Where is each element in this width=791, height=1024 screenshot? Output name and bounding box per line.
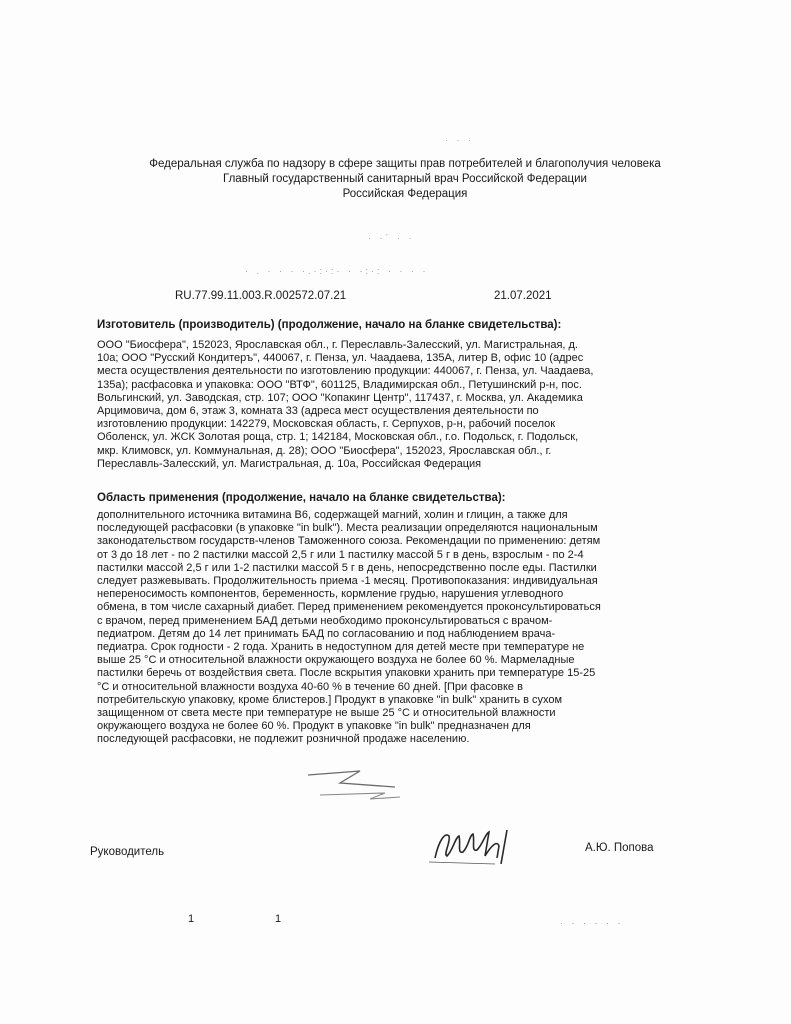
issuer-line-2: Главный государственный санитарный врач Российской Федерации (223, 173, 587, 185)
text-line: пастилки массой 2,5 г или 1-2 пастилки массой 5 г в день, непосредственно после еды. Пастилки (97, 561, 597, 574)
text-line: °С и относительной влажности воздуха 40-60 % в течение 60 дней. [При фасовке в (97, 680, 523, 693)
scan-noise: · . · · · ·.·:·:· · ·:·: · · · · (245, 266, 429, 276)
manufacturer-text (97, 339, 677, 471)
text-line: 135а); расфасовка и упаковка: ООО "ВТФ", 601125, Владимирская обл., Петушинский р-н, пос. (97, 378, 582, 391)
scan-noise: · · · · · · (560, 918, 624, 928)
text-line: Арцимовича, дом 6, этаж 3, комната 33 (адреса мест осуществления деятельности по (97, 405, 539, 418)
text-line: изготовлению продукции: 142279, Московская область, г. Серпухов, р-н, рабочий поселок (97, 418, 556, 431)
scope-text (97, 509, 677, 747)
text-line: следует разжевывать. Продолжительность приема -1 месяц. Противопоказания: индивидуальная (97, 575, 598, 588)
issuer-line-1: Федеральная служба по надзору в сфере защиты прав потребителей и благополучия человека (149, 158, 661, 170)
text-line: мкр. Климовск, ул. Коммунальная, д. 28); ООО "Биосфера", 152023, Ярославская обл., г. (97, 444, 552, 457)
text-line: места осуществления деятельности по изготовлению продукции: 440067, г. Пенза, ул. Чаадаева, (97, 365, 594, 378)
text-line: от 3 до 18 лет - по 2 пастилки массой 2,5 г или 1 пастилку массой 5 г в день, взрослым - по 2-4 (97, 548, 584, 561)
registration-number: RU.77.99.11.003.R.002572.07.21 (175, 290, 347, 302)
text-line: непереносимость компонентов, беременность, кормление грудью, нарушения углеводного (97, 588, 564, 601)
signatory-name: А.Ю. Попова (585, 842, 654, 854)
scan-noise: · ·´ · · (368, 233, 415, 243)
page-number-right: 1 (275, 913, 282, 925)
text-line: последующей расфасовки, не подлежит розничной продаже населению. (97, 733, 470, 746)
scan-noise: · · · (445, 135, 474, 145)
text-line: обмена, в том числе сахарный диабет. Перед применением рекомендуется проконсультироваться (97, 601, 601, 614)
text-line: законодательством государств-членов Таможенного союза. Рекомендации по применению: детям (97, 535, 601, 548)
text-line: Оболенск, ул. ЖСК Золотая роща, стр. 1; 142184, Московская обл., г.о. Подольск, г. Подольск, (97, 431, 579, 444)
text-line: дополнительного источника витамина В6, содержащей магний, холин и глицин, а также для (97, 509, 568, 521)
text-line: пастилки беречь от воздействия света. После вскрытия упаковки хранить при температуре 15-25 (97, 667, 596, 680)
signature-mark (425, 820, 545, 870)
text-line: педиатром. Детям до 14 лет принимать БАД по согласованию и под наблюдением врача- (97, 627, 556, 640)
text-line: окружающего воздуха не более 60 %. Продукт в упаковке "in bulk" предназначен для (97, 720, 531, 733)
manufacturer-title: Изготовитель (производитель) (продолжение, начало на бланке свидетельства): (97, 319, 562, 331)
text-line: защищенном от света месте при температуре не выше 25 °С и относительной влажности (97, 707, 556, 720)
text-line: выше 25 °С и относительной влажности окружающего воздуха не более 60 %. Мармеладные (97, 654, 575, 667)
issuer-line-3: Российская Федерация (342, 188, 468, 200)
signatory-role: Руководитель (90, 846, 165, 858)
text-line: Вольгинский, ул. Заводская, стр. 107; ООО "Копакинг Центр", 117437, г. Москва, ул. Академика (97, 391, 583, 404)
text-line: Переславль-Залесский, ул. Магистральная, д. 10а, Российская Федерация (97, 457, 482, 470)
page-number-left: 1 (188, 913, 195, 925)
text-line: потребительскую упаковку, кроме блистеров.] Продукт в упаковке "in bulk" хранить в сухом (97, 693, 563, 706)
registration-date: 21.07.2021 (494, 290, 552, 302)
text-line: последующей расфасовки (в упаковке "in bulk"). Места реализации определяются национальным (97, 522, 598, 535)
scope-title: Область применения (продолжение, начало на бланке свидетельства): (97, 492, 506, 504)
issuer-header (80, 157, 730, 202)
stamp-mark (300, 765, 410, 805)
text-line: педиатра. Срок годности - 2 года. Хранить в недоступном для детей месте при температуре не (97, 641, 585, 654)
text-line: ООО "Биосфера", 152023, Ярославская обл., г. Переславль-Залесский, ул. Магистральная, д. (97, 339, 578, 351)
text-line: 10а; ООО "Русский Кондитеръ", 440067, г. Пенза, ул. Чаадаева, 135А, литер В, офис 10 (адрес (97, 352, 584, 365)
text-line: с врачом, перед применением БАД детьми необходимо проконсультироваться с врачом- (97, 614, 553, 627)
